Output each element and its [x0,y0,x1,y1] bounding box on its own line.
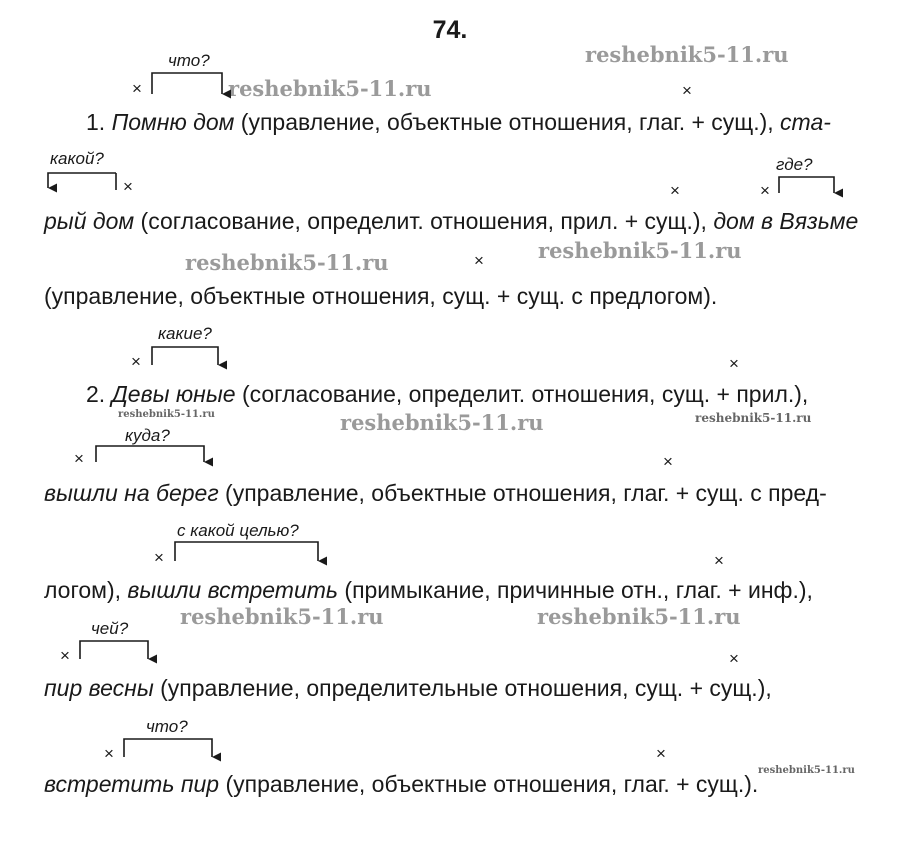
question-label: что? [168,51,210,70]
text-segment: (примыкание, причинные отн., глаг. + инф.), [338,577,813,603]
text-line [86,111,831,134]
cross-mark: × [729,649,739,668]
text-segment: (управление, объектные отношения, сущ. + сущ. с предлогом). [44,283,718,309]
text-line [86,383,808,406]
exercise-number: 74. [432,16,468,44]
text-segment: 2. [86,381,112,407]
phrase-italic: вышли на берег [44,480,219,506]
arrow-line [80,641,148,659]
arrow-line [96,446,204,462]
text-line [44,285,717,308]
watermark: reshebnik5-11.ru [185,250,389,275]
watermark: reshebnik5-11.ru [118,409,215,420]
text-segment: (управление, объектные отношения, глаг. + сущ.). [219,771,759,797]
watermark: reshebnik5-11.ru [537,604,741,629]
text-segment: (согласование, определит. отношения, прил. + сущ.), [134,208,714,234]
text-segment: логом), [44,577,128,603]
phrase-italic: Помню дом [111,109,235,135]
text-line [44,773,758,796]
question-label: что? [146,717,188,736]
cross-mark: × [154,548,164,567]
cross-mark: × [132,79,142,98]
text-segment: (управление, объектные отношения, глаг. + сущ.), [234,109,781,135]
phrase-italic: рый дом [44,208,135,234]
cross-mark: × [74,449,84,468]
phrase-italic: встретить пир [44,771,220,797]
cross-mark: × [682,81,692,100]
cross-mark: × [760,181,770,200]
question-label: какой? [50,149,104,168]
cross-mark: × [104,744,114,763]
watermark: reshebnik5-11.ru [695,411,812,425]
watermark: reshebnik5-11.ru [538,238,742,263]
phrase-italic: Девы юные [111,381,236,407]
question-label: с какой целью? [177,521,299,540]
question-label: куда? [125,426,170,445]
arrow-line [175,542,318,561]
text-line [44,579,813,602]
question-label: какие? [158,324,212,343]
cross-mark: × [123,177,133,196]
text-segment: (согласование, определит. отношения, сущ. + прил.), [235,381,809,407]
cross-mark: × [663,452,673,471]
text-segment: 1. [86,109,112,135]
watermark: reshebnik5-11.ru [585,42,789,67]
cross-mark: × [714,551,724,570]
arrow-line [152,73,222,94]
arrow-line [124,739,212,757]
watermark: reshebnik5-11.ru [228,76,432,101]
cross-mark: × [729,354,739,373]
text-line [44,210,858,233]
arrow-line [48,173,116,188]
watermark: reshebnik5-11.ru [758,765,855,776]
text-line [44,677,772,700]
text-line [44,482,827,505]
cross-mark: × [474,251,484,270]
question-label: где? [776,155,813,174]
arrow-line [152,347,218,365]
phrase-italic: дом в Вязьме [713,208,859,234]
arrow-line [779,177,834,193]
cross-mark: × [60,646,70,665]
text-segment: (управление, объектные отношения, глаг. + сущ. с пред- [218,480,827,506]
watermark: reshebnik5-11.ru [180,604,384,629]
text-segment: (управление, определительные отношения, сущ. + сущ.), [153,675,772,701]
phrase-italic: вышли встретить [127,577,339,603]
phrase-italic: ста- [780,109,831,135]
cross-mark: × [131,352,141,371]
question-label: чей? [91,619,129,638]
watermark: reshebnik5-11.ru [340,410,544,435]
phrase-italic: пир весны [44,675,154,701]
cross-mark: × [670,181,680,200]
cross-mark: × [656,744,666,763]
